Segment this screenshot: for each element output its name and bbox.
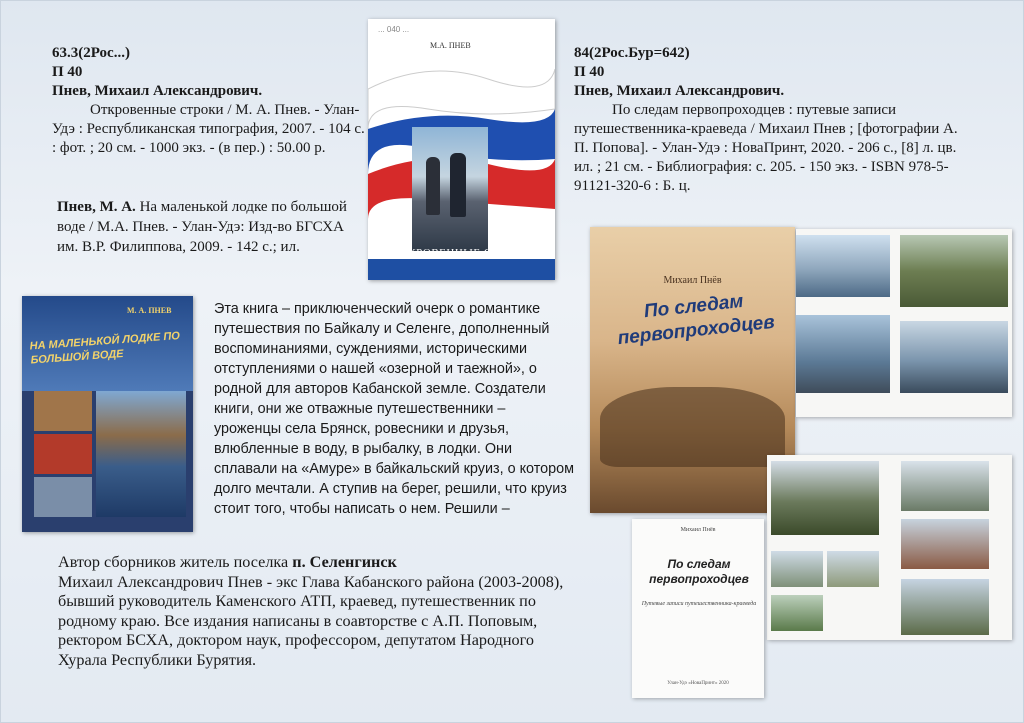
record-3-heading: Пнев, Михаил Александрович. [574, 83, 785, 99]
cover-2-photo-cliff [96, 391, 186, 517]
book-cover-otkrovennye-stroki [368, 19, 555, 280]
cover-2-author: М. А. ПНЕВ [127, 306, 172, 315]
photo-spread-2 [767, 455, 1012, 640]
photo-trees [771, 595, 823, 631]
cover-3-illustration [600, 387, 785, 467]
author-note-body: Михаил Александрович Пнев - экс Глава Кабанского района (2003-2008), бывший руководитель Каменского АТП, краевед, путешественник по родному краю. Все издания написаны в соавторстве с А.П. Поповым, ректором БСХА, доктором наук, профессором, депутатом Народного Хурала Республики Бурятия. [58, 572, 564, 669]
book-cover-na-malenkoy-lodke [22, 296, 193, 532]
author-note [58, 553, 578, 671]
catalog-record-2 [57, 197, 357, 257]
photo-forest [900, 235, 1008, 307]
cover-1-title-band [368, 259, 555, 280]
catalog-record-3 [574, 44, 974, 196]
photo-boat [796, 315, 890, 393]
photo-man-in-boat [771, 461, 879, 535]
record-3-code: 84(2Рос.Бур=642) [574, 45, 690, 61]
person-figure [426, 157, 440, 215]
cover-2-photo-flowers [34, 434, 92, 474]
cover-2-photo-rocks [34, 391, 92, 431]
photo-water [900, 321, 1008, 393]
cover-1-title: ОТКРОВЕННЫЕ СТРОКИ [392, 247, 531, 259]
photo-man-portrait [901, 579, 989, 635]
cover-2-title: НА МАЛЕНЬКОЙ ЛОДКЕ ПО БОЛЬШОЙ ВОДЕ [29, 330, 181, 367]
catalog-record-1 [52, 44, 372, 158]
record-1-heading: Пнев, Михаил Александрович. [52, 83, 263, 99]
author-note-intro: Автор сборников житель поселка [58, 553, 293, 571]
record-2-heading: Пнев, М. А. [57, 199, 136, 215]
record-2-body: На маленькой лодке по большой воде / М.А. Пнев. - Улан-Удэ: Изд-во БГСХА им. В.Р. Филиппова, 2009. - 142 с.; ил. [57, 199, 347, 255]
title-page-subtitle: Путевые записи путешественника-краеведа [641, 601, 757, 607]
photo-cliff [901, 519, 989, 569]
record-3-author-sign: П 40 [574, 64, 605, 80]
title-page [632, 519, 764, 698]
photo-shore [771, 551, 823, 587]
book-description: Эта книга – приключенческий очерк о романтике путешествия по Байкалу и Селенге, дополненный воспоминаниями, суждениями, историческими отступлениями о нашей «озерной и таежной», о родной для авторов Кабанской земле. Создатели книги, они же отважные путешественники – уроженцы села Брянск, ровесники и друзья, влюбленные в воду, в рыбалку, в лодки. Они сплавали на «Амуре» в байкальский круиз, о котором долго мечтали. А ступив на берег, решили, что круиз стоит того, чтобы написать о нем. Решили – [214, 301, 575, 517]
book-cover-po-sledam [590, 227, 795, 513]
person-figure [450, 153, 466, 217]
photo-lake [796, 235, 890, 297]
cover-1-photo [412, 127, 488, 251]
title-page-publisher: Улан-Удэ «НоваПринт» 2020 [667, 681, 729, 686]
record-1-body: Откровенные строки / М. А. Пнев. - Улан-Удэ : Республиканская типография, 2007. - 104 с. : фот. ; 20 см. - 1000 экз. - (в пер.) : 50.00 р. [52, 102, 365, 156]
cover-2-photo-lake [34, 477, 92, 517]
record-1-author-sign: П 40 [52, 64, 83, 80]
cover-3-title: По следам первопроходцев [616, 290, 776, 350]
photo-shore [827, 551, 879, 587]
cover-1-handwriting: ... 040 ... [378, 25, 410, 34]
cover-1-author: М.А. ПНЕВ [430, 41, 471, 50]
record-3-body: По следам первопроходцев : путевые записи путешественника-краеведа / Михаил Пнев ; [фотографии А. П. Попова]. - Улан-Удэ : НоваПринт, 2020. - 206 с., [8] л. цв. ил. ; 21 см. - Библиография: с. 205. - 150 экз. - ISBN 978-5-91121-320-6 : Б. ц. [574, 102, 958, 194]
author-note-place: п. Селенгинск [292, 553, 397, 571]
title-page-title: По следам первопроходцев [649, 557, 749, 586]
record-1-code: 63.3(2Рос...) [52, 45, 130, 61]
photo-cape [901, 461, 989, 511]
photo-spread-1 [796, 229, 1012, 417]
cover-3-author: Михаил Пнёв [663, 275, 722, 286]
title-page-author: Михаил Пнёв [680, 527, 716, 533]
